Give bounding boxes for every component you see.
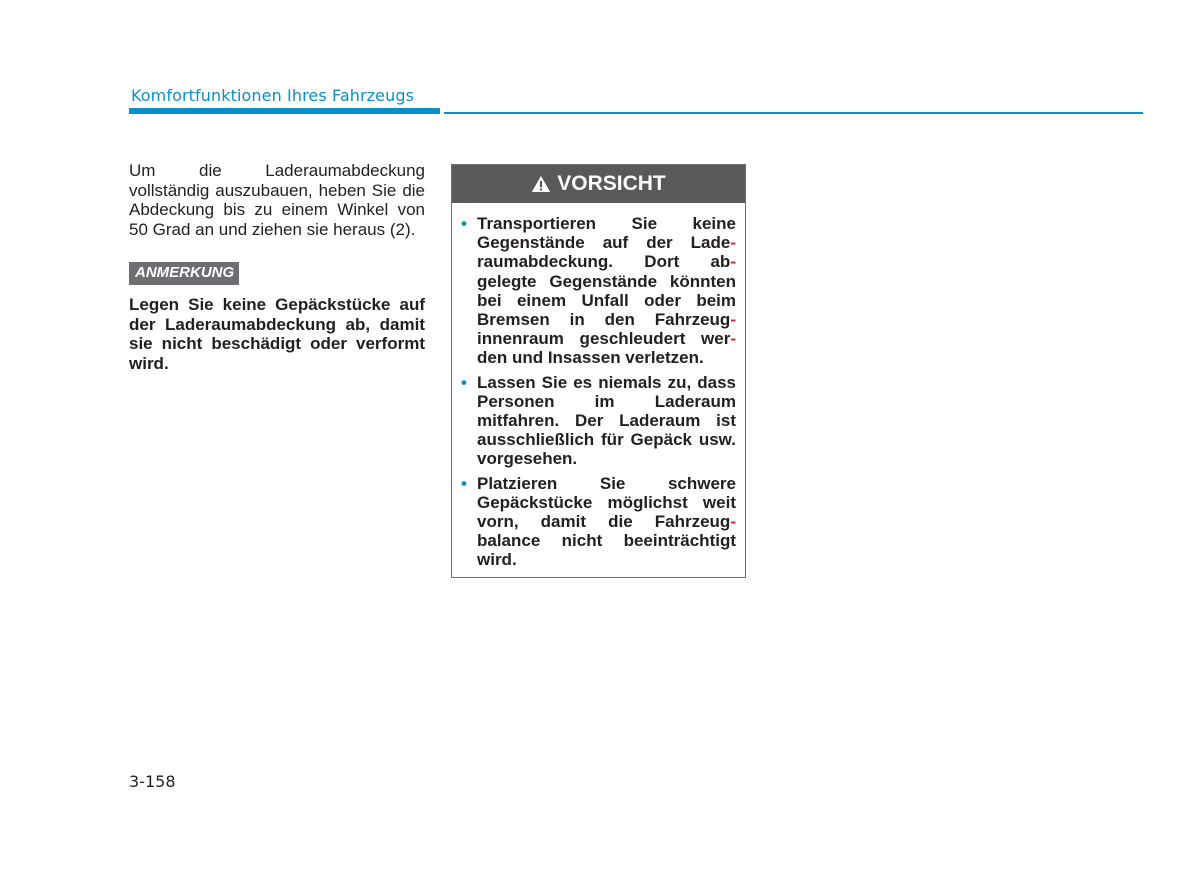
caution-item-text: raumabdeckung. Dort ab bbox=[477, 252, 731, 272]
section-title-underline bbox=[129, 108, 440, 114]
caution-item bbox=[461, 214, 736, 368]
removal-instructions-paragraph: Um die Laderaumabdeckung vollständig auszubauen, heben Sie die Abdeckung bis zu einem Winkel von 50 Grad an und ziehen sie heraus (2). bbox=[129, 161, 425, 239]
note-badge: ANMERKUNG bbox=[129, 262, 239, 285]
bullet-icon: • bbox=[461, 473, 467, 493]
caution-item-text: Transportieren Sie keine Gegenstände auf der Lade bbox=[477, 214, 736, 253]
page-number: 3-158 bbox=[129, 772, 176, 791]
caution-title: VORSICHT bbox=[557, 172, 666, 195]
caution-item bbox=[461, 373, 736, 469]
caution-item-text: Lassen Sie es niemals zu, dass Personen im Laderaum mitfahren. Der Laderaum ist ausschließlich für Gepäck usw. vorgesehen. bbox=[477, 372, 736, 469]
hyphen-mark: - bbox=[730, 233, 736, 253]
caution-item bbox=[461, 474, 736, 570]
hyphen-mark: - bbox=[730, 252, 736, 272]
caution-item-text: gelegte Gegenstände könnten bei einem Unfall oder beim Bremsen in den Fahrzeug bbox=[477, 271, 736, 330]
caution-item-text: balance nicht beeinträchtigt wird. bbox=[477, 531, 736, 570]
hyphen-mark: - bbox=[730, 310, 736, 330]
note-text: Legen Sie keine Gepäckstücke auf der Laderaumabdeckung ab, damit sie nicht beschädigt oder verformt wird. bbox=[129, 295, 425, 373]
caution-item-text: innenraum geschleudert wer bbox=[477, 329, 731, 349]
section-title: Komfortfunktionen Ihres Fahrzeugs bbox=[131, 86, 415, 105]
bullet-icon: • bbox=[461, 214, 467, 233]
hyphen-mark: - bbox=[730, 329, 736, 349]
header-rule bbox=[444, 112, 1143, 114]
caution-item-text: den und Insassen verletzen. bbox=[477, 348, 704, 368]
hyphen-mark: - bbox=[730, 512, 736, 532]
caution-box bbox=[451, 164, 746, 578]
bullet-icon: • bbox=[461, 372, 467, 392]
caution-list bbox=[452, 203, 745, 570]
caution-header bbox=[452, 165, 745, 203]
warning-triangle-icon bbox=[531, 175, 551, 193]
caution-item-text: Platzieren Sie schwere Gepäckstücke möglichst weit vorn, damit die Fahrzeug bbox=[477, 473, 736, 532]
left-column bbox=[129, 161, 425, 373]
